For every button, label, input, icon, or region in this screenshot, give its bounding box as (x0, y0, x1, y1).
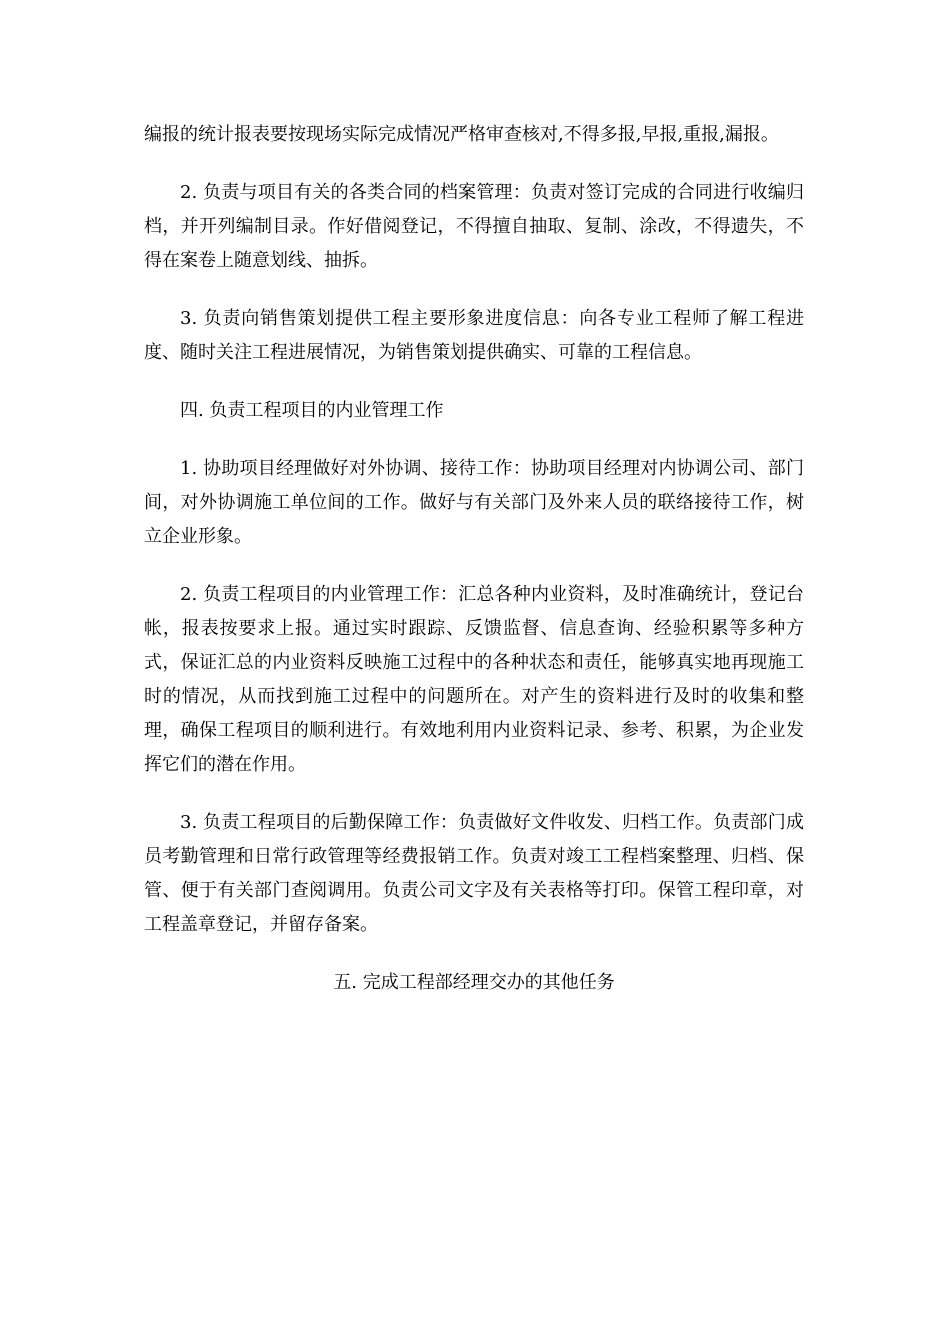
paragraph-contract-archive: 2. 负责与项目有关的各类合同的档案管理：负责对签订完成的合同进行收编归档，并开列编制目录。作好借阅登记，不得擅自抽取、复制、涂改，不得遗失，不得在案卷上随意划线、抽拆。 (144, 182, 804, 271)
paragraph-continuation: 编报的统计报表要按现场实际完成情况严格审查核对,不得多报,早报,重报,漏报。 (144, 124, 779, 145)
paragraph-coordination: 1. 协助项目经理做好对外协调、接待工作：协助项目经理对内协调公司、部门间，对外协调施工单位间的工作。做好与有关部门及外来人员的联络接待工作，树立企业形象。 (144, 458, 804, 547)
section-heading-four: 四. 负责工程项目的内业管理工作 (180, 400, 444, 421)
paragraph-internal-management: 2. 负责工程项目的内业管理工作：汇总各种内业资料，及时准确统计，登记台帐，报表按要求上报。通过实时跟踪、反馈监督、信息查询、经验积累等多种方式，保证汇总的内业资料反映施工过程中的各种状态和责任，能够真实地再现施工时的情况，从而找到施工过程中的问题所在。对产生的资料进行及时的收集和整理，确保工程项目的顺利进行。有效地利用内业资料记录、参考、积累，为企业发挥它们的潜在作用。 (144, 584, 804, 775)
section-heading-five: 五. 完成工程部经理交办的其他任务 (333, 972, 615, 993)
paragraph-progress-info: 3. 负责向销售策划提供工程主要形象进度信息：向各专业工程师了解工程进度、随时关注工程进展情况，为销售策划提供确实、可靠的工程信息。 (144, 308, 804, 363)
document-body (144, 118, 804, 1024)
paragraph-logistics: 3. 负责工程项目的后勤保障工作：负责做好文件收发、归档工作。负责部门成员考勤管理和日常行政管理等经费报销工作。负责对竣工工程档案整理、归档、保管、便于有关部门查阅调用。负责公司文字及有关表格等打印。保管工程印章，对工程盖章登记，并留存备案。 (144, 812, 804, 935)
